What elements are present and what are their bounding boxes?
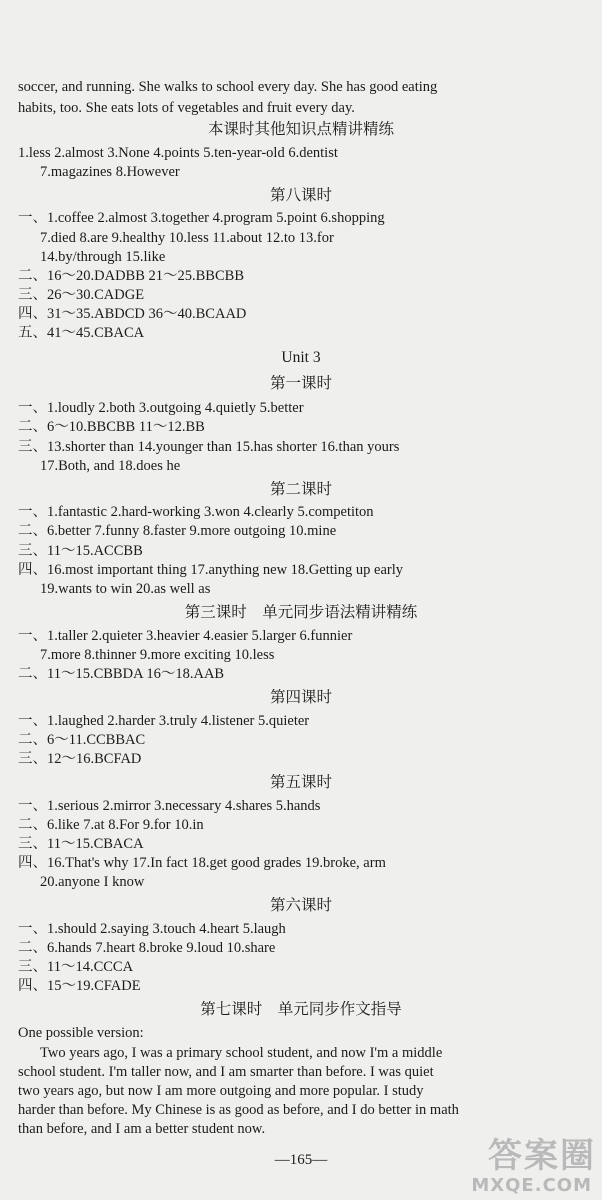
essay-line: than before, and I am a better student now.	[18, 1121, 266, 1137]
essay-line: school student. I'm taller now, and I am smarter than before. I was quiet	[18, 1064, 434, 1080]
text-line: 一、1.taller 2.quieter 3.heavier 4.easier 5.larger 6.funnier	[18, 628, 353, 644]
section-heading: 第五课时	[269, 774, 332, 791]
section-heading: 第八课时	[269, 187, 332, 204]
text-line: 四、31～35.ABDCD 36～40.BCAAD	[18, 306, 247, 322]
text-line: 二、6～10.BBCBB 11～12.BB	[18, 419, 205, 435]
text-line: 四、15～19.CFADE	[18, 978, 141, 994]
text-line: 二、11～15.CBBDA 16～18.AAB	[18, 666, 225, 682]
text-line: 三、11～14.CCCA	[18, 959, 134, 975]
text-line: 19.wants to win 20.as well as	[40, 581, 211, 597]
text-line: 1.less 2.almost 3.None 4.points 5.ten-year-old 6.dentist	[18, 145, 338, 161]
essay-line: Two years ago, I was a primary school student, and now I'm a middle	[40, 1045, 443, 1061]
text-line: 一、1.serious 2.mirror 3.necessary 4.shares 5.hands	[18, 798, 321, 814]
text-line: 三、12～16.BCFAD	[18, 751, 142, 767]
essay-line: two years ago, but now I am more outgoing and more popular. I study	[18, 1083, 424, 1099]
section-heading: 本课时其他知识点精讲精练	[207, 121, 394, 138]
text-line: 14.by/through 15.like	[40, 249, 166, 265]
text-line: 三、13.shorter than 14.younger than 15.has shorter 16.than yours	[18, 439, 400, 455]
section-heading: 第四课时	[269, 689, 332, 706]
text-line: 四、16.most important thing 17.anything new 18.Getting up early	[18, 562, 404, 578]
section-heading: 第三课时 单元同步语法精讲精练	[184, 604, 418, 621]
text-line: 三、11～15.CBACA	[18, 836, 144, 852]
text-line: 一、1.loudly 2.both 3.outgoing 4.quietly 5.better	[18, 400, 304, 416]
text-line: 二、6.better 7.funny 8.faster 9.more outgoing 10.mine	[18, 523, 337, 539]
text-line: One possible version:	[18, 1025, 144, 1041]
text-line: 7.more 8.thinner 9.more exciting 10.less	[40, 647, 275, 663]
text-line: 一、1.fantastic 2.hard-working 3.won 4.clearly 5.competiton	[18, 504, 374, 520]
text-line: 五、41～45.CBACA	[18, 325, 145, 341]
text-line: 三、26～30.CADGE	[18, 287, 145, 303]
text-line: 一、1.laughed 2.harder 3.truly 4.listener 5.quieter	[18, 713, 310, 729]
unit-heading: Unit 3	[281, 349, 321, 366]
text-line: 20.anyone I know	[40, 874, 145, 890]
text-line: 四、16.That's why 17.In fact 18.get good grades 19.broke, arm	[18, 855, 386, 871]
watermark-logo	[471, 1126, 596, 1196]
page-number: —165—	[274, 1152, 328, 1168]
text-line: 二、6.hands 7.heart 8.broke 9.loud 10.share	[18, 940, 276, 956]
text-line: 一、1.coffee 2.almost 3.together 4.program 5.point 6.shopping	[18, 210, 385, 226]
text-line: 三、11～15.ACCBB	[18, 543, 143, 559]
text-line: habits, too. She eats lots of vegetables and fruit every day.	[18, 100, 355, 116]
watermark-text: 答案圈	[488, 1136, 596, 1176]
watermark-url: MXQE.COM	[471, 1175, 592, 1196]
text-line: 一、1.should 2.saying 3.touch 4.heart 5.laugh	[18, 921, 286, 937]
text-line: 二、16～20.DADBB 21～25.BBCBB	[18, 268, 244, 284]
text-line: 7.died 8.are 9.healthy 10.less 11.about 12.to 13.for	[40, 230, 334, 246]
essay-line: harder than before. My Chinese is as good as before, and I do better in math	[18, 1102, 459, 1118]
text-line: 二、6.like 7.at 8.For 9.for 10.in	[18, 817, 204, 833]
text-line: 7.magazines 8.However	[40, 164, 180, 180]
section-heading: 第一课时	[269, 375, 332, 392]
text-line: 二、6～11.CCBBAC	[18, 732, 146, 748]
text-line: soccer, and running. She walks to school every day. She has good eating	[18, 79, 438, 95]
section-heading: 第二课时	[269, 481, 332, 498]
section-heading: 第七课时 单元同步作文指导	[200, 1001, 402, 1018]
section-heading: 第六课时	[269, 897, 332, 914]
text-line: 17.Both, and 18.does he	[40, 458, 181, 474]
